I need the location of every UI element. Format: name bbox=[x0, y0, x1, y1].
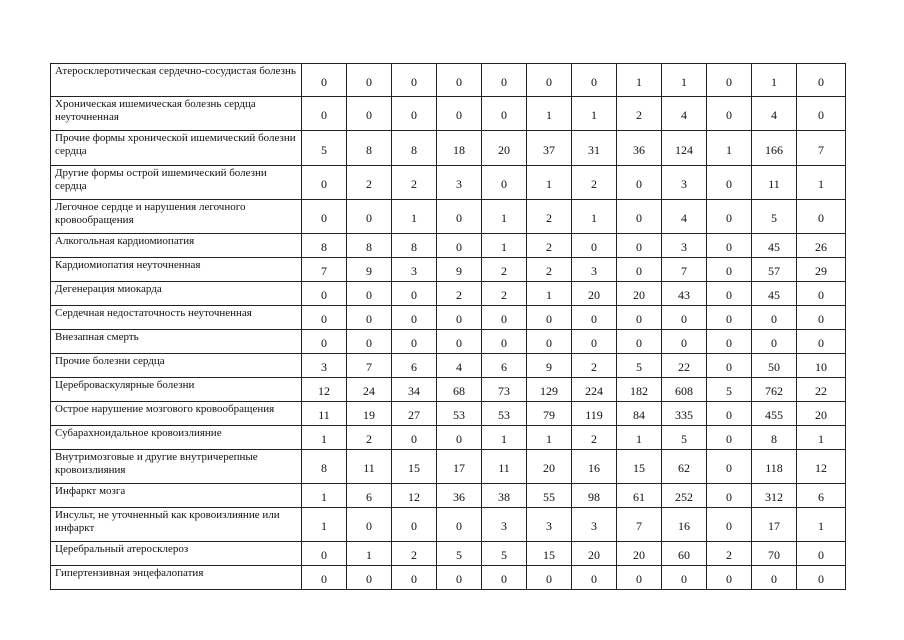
value-cell: 20 bbox=[797, 402, 846, 426]
table-row bbox=[51, 354, 846, 378]
value-cell: 79 bbox=[527, 402, 572, 426]
value-cell: 0 bbox=[302, 64, 347, 97]
value-cell: 8 bbox=[347, 131, 392, 166]
value-cell: 12 bbox=[797, 450, 846, 484]
value-cell: 0 bbox=[437, 97, 482, 131]
value-cell: 0 bbox=[707, 330, 752, 354]
value-cell: 1 bbox=[662, 64, 707, 97]
value-cell: 5 bbox=[617, 354, 662, 378]
value-cell: 50 bbox=[752, 354, 797, 378]
value-cell: 2 bbox=[572, 426, 617, 450]
table-row bbox=[51, 566, 846, 590]
value-cell: 1 bbox=[797, 426, 846, 450]
value-cell: 15 bbox=[527, 542, 572, 566]
value-cell: 5 bbox=[302, 131, 347, 166]
value-cell: 8 bbox=[392, 131, 437, 166]
table-row bbox=[51, 508, 846, 542]
row-label: Субарахноидальное кровоизлияние bbox=[51, 426, 302, 450]
value-cell: 5 bbox=[482, 542, 527, 566]
value-cell: 0 bbox=[707, 354, 752, 378]
value-cell: 9 bbox=[347, 258, 392, 282]
value-cell: 0 bbox=[302, 282, 347, 306]
value-cell: 3 bbox=[662, 166, 707, 200]
value-cell: 2 bbox=[347, 426, 392, 450]
value-cell: 6 bbox=[482, 354, 527, 378]
value-cell: 118 bbox=[752, 450, 797, 484]
value-cell: 0 bbox=[482, 97, 527, 131]
value-cell: 5 bbox=[662, 426, 707, 450]
value-cell: 84 bbox=[617, 402, 662, 426]
value-cell: 12 bbox=[392, 484, 437, 508]
value-cell: 16 bbox=[662, 508, 707, 542]
value-cell: 0 bbox=[347, 200, 392, 234]
value-cell: 55 bbox=[527, 484, 572, 508]
value-cell: 0 bbox=[662, 566, 707, 590]
value-cell: 98 bbox=[572, 484, 617, 508]
value-cell: 3 bbox=[482, 508, 527, 542]
value-cell: 0 bbox=[302, 542, 347, 566]
value-cell: 0 bbox=[392, 566, 437, 590]
value-cell: 7 bbox=[662, 258, 707, 282]
value-cell: 1 bbox=[527, 166, 572, 200]
value-cell: 24 bbox=[347, 378, 392, 402]
row-label: Легочное сердце и нарушения легочного кровообращения bbox=[51, 200, 302, 234]
value-cell: 182 bbox=[617, 378, 662, 402]
value-cell: 22 bbox=[797, 378, 846, 402]
value-cell: 0 bbox=[392, 508, 437, 542]
table-row bbox=[51, 426, 846, 450]
value-cell: 762 bbox=[752, 378, 797, 402]
value-cell: 0 bbox=[302, 330, 347, 354]
value-cell: 3 bbox=[392, 258, 437, 282]
value-cell: 0 bbox=[572, 330, 617, 354]
row-label: Внутримозговые и другие внутричерепные кровоизлияния bbox=[51, 450, 302, 484]
table-body bbox=[51, 64, 846, 590]
value-cell: 124 bbox=[662, 131, 707, 166]
value-cell: 0 bbox=[662, 306, 707, 330]
row-label: Алкогольная кардиомиопатия bbox=[51, 234, 302, 258]
value-cell: 2 bbox=[392, 166, 437, 200]
value-cell: 1 bbox=[302, 426, 347, 450]
value-cell: 2 bbox=[527, 258, 572, 282]
value-cell: 0 bbox=[482, 166, 527, 200]
table-row bbox=[51, 484, 846, 508]
value-cell: 68 bbox=[437, 378, 482, 402]
value-cell: 11 bbox=[752, 166, 797, 200]
value-cell: 0 bbox=[617, 566, 662, 590]
value-cell: 0 bbox=[482, 330, 527, 354]
value-cell: 5 bbox=[437, 542, 482, 566]
value-cell: 0 bbox=[797, 306, 846, 330]
value-cell: 2 bbox=[392, 542, 437, 566]
value-cell: 0 bbox=[707, 566, 752, 590]
value-cell: 3 bbox=[302, 354, 347, 378]
value-cell: 0 bbox=[392, 97, 437, 131]
value-cell: 9 bbox=[527, 354, 572, 378]
value-cell: 7 bbox=[347, 354, 392, 378]
value-cell: 7 bbox=[302, 258, 347, 282]
value-cell: 3 bbox=[572, 258, 617, 282]
value-cell: 0 bbox=[707, 426, 752, 450]
value-cell: 0 bbox=[707, 402, 752, 426]
value-cell: 2 bbox=[617, 97, 662, 131]
value-cell: 0 bbox=[437, 330, 482, 354]
value-cell: 5 bbox=[752, 200, 797, 234]
row-label: Цереброваскулярные болезни bbox=[51, 378, 302, 402]
value-cell: 0 bbox=[707, 508, 752, 542]
value-cell: 0 bbox=[617, 166, 662, 200]
value-cell: 2 bbox=[572, 354, 617, 378]
value-cell: 45 bbox=[752, 282, 797, 306]
value-cell: 1 bbox=[482, 426, 527, 450]
value-cell: 26 bbox=[797, 234, 846, 258]
value-cell: 0 bbox=[797, 97, 846, 131]
value-cell: 608 bbox=[662, 378, 707, 402]
value-cell: 0 bbox=[347, 64, 392, 97]
value-cell: 1 bbox=[572, 200, 617, 234]
value-cell: 3 bbox=[572, 508, 617, 542]
row-label: Инфаркт мозга bbox=[51, 484, 302, 508]
value-cell: 0 bbox=[797, 282, 846, 306]
value-cell: 45 bbox=[752, 234, 797, 258]
value-cell: 2 bbox=[572, 166, 617, 200]
value-cell: 60 bbox=[662, 542, 707, 566]
value-cell: 1 bbox=[527, 282, 572, 306]
value-cell: 129 bbox=[527, 378, 572, 402]
value-cell: 0 bbox=[752, 330, 797, 354]
value-cell: 1 bbox=[347, 542, 392, 566]
value-cell: 0 bbox=[707, 484, 752, 508]
value-cell: 19 bbox=[347, 402, 392, 426]
value-cell: 9 bbox=[437, 258, 482, 282]
value-cell: 0 bbox=[482, 306, 527, 330]
value-cell: 0 bbox=[527, 306, 572, 330]
value-cell: 4 bbox=[662, 97, 707, 131]
value-cell: 3 bbox=[437, 166, 482, 200]
value-cell: 0 bbox=[707, 282, 752, 306]
value-cell: 15 bbox=[392, 450, 437, 484]
value-cell: 0 bbox=[707, 166, 752, 200]
table-row bbox=[51, 166, 846, 200]
row-label: Церебральный атеросклероз bbox=[51, 542, 302, 566]
value-cell: 0 bbox=[347, 508, 392, 542]
value-cell: 1 bbox=[527, 426, 572, 450]
value-cell: 4 bbox=[752, 97, 797, 131]
value-cell: 57 bbox=[752, 258, 797, 282]
value-cell: 8 bbox=[302, 234, 347, 258]
value-cell: 16 bbox=[572, 450, 617, 484]
mortality-table bbox=[50, 63, 846, 590]
value-cell: 17 bbox=[437, 450, 482, 484]
value-cell: 0 bbox=[437, 64, 482, 97]
value-cell: 4 bbox=[662, 200, 707, 234]
value-cell: 53 bbox=[482, 402, 527, 426]
value-cell: 0 bbox=[392, 306, 437, 330]
value-cell: 2 bbox=[437, 282, 482, 306]
value-cell: 34 bbox=[392, 378, 437, 402]
value-cell: 0 bbox=[707, 97, 752, 131]
value-cell: 0 bbox=[482, 566, 527, 590]
value-cell: 22 bbox=[662, 354, 707, 378]
value-cell: 0 bbox=[617, 330, 662, 354]
value-cell: 0 bbox=[437, 200, 482, 234]
value-cell: 0 bbox=[347, 282, 392, 306]
value-cell: 335 bbox=[662, 402, 707, 426]
value-cell: 0 bbox=[347, 97, 392, 131]
value-cell: 1 bbox=[617, 64, 662, 97]
value-cell: 1 bbox=[482, 200, 527, 234]
value-cell: 0 bbox=[572, 566, 617, 590]
value-cell: 36 bbox=[617, 131, 662, 166]
value-cell: 20 bbox=[482, 131, 527, 166]
value-cell: 61 bbox=[617, 484, 662, 508]
value-cell: 0 bbox=[302, 306, 347, 330]
value-cell: 0 bbox=[302, 97, 347, 131]
value-cell: 312 bbox=[752, 484, 797, 508]
value-cell: 7 bbox=[617, 508, 662, 542]
table-row bbox=[51, 282, 846, 306]
value-cell: 0 bbox=[392, 426, 437, 450]
table-row bbox=[51, 306, 846, 330]
value-cell: 0 bbox=[527, 330, 572, 354]
value-cell: 2 bbox=[527, 234, 572, 258]
table-row bbox=[51, 542, 846, 566]
value-cell: 10 bbox=[797, 354, 846, 378]
value-cell: 0 bbox=[752, 306, 797, 330]
value-cell: 1 bbox=[617, 426, 662, 450]
mortality-table-container bbox=[50, 63, 846, 590]
value-cell: 2 bbox=[347, 166, 392, 200]
row-label: Гипертензивная энцефалопатия bbox=[51, 566, 302, 590]
value-cell: 15 bbox=[617, 450, 662, 484]
value-cell: 0 bbox=[437, 234, 482, 258]
value-cell: 0 bbox=[392, 282, 437, 306]
value-cell: 0 bbox=[797, 566, 846, 590]
row-label: Атеросклеротическая сердечно-сосудистая болезнь bbox=[51, 64, 302, 97]
value-cell: 0 bbox=[302, 566, 347, 590]
table-row bbox=[51, 234, 846, 258]
table-row bbox=[51, 97, 846, 131]
value-cell: 12 bbox=[302, 378, 347, 402]
value-cell: 0 bbox=[662, 330, 707, 354]
value-cell: 18 bbox=[437, 131, 482, 166]
value-cell: 2 bbox=[707, 542, 752, 566]
value-cell: 0 bbox=[617, 200, 662, 234]
value-cell: 0 bbox=[527, 566, 572, 590]
value-cell: 17 bbox=[752, 508, 797, 542]
value-cell: 0 bbox=[392, 64, 437, 97]
value-cell: 53 bbox=[437, 402, 482, 426]
value-cell: 7 bbox=[797, 131, 846, 166]
value-cell: 73 bbox=[482, 378, 527, 402]
value-cell: 0 bbox=[797, 64, 846, 97]
value-cell: 36 bbox=[437, 484, 482, 508]
value-cell: 0 bbox=[797, 330, 846, 354]
table-row bbox=[51, 64, 846, 97]
value-cell: 20 bbox=[617, 282, 662, 306]
value-cell: 3 bbox=[527, 508, 572, 542]
value-cell: 37 bbox=[527, 131, 572, 166]
table-row bbox=[51, 131, 846, 166]
value-cell: 70 bbox=[752, 542, 797, 566]
value-cell: 38 bbox=[482, 484, 527, 508]
value-cell: 1 bbox=[572, 97, 617, 131]
value-cell: 0 bbox=[572, 234, 617, 258]
row-label: Прочие болезни сердца bbox=[51, 354, 302, 378]
value-cell: 0 bbox=[437, 426, 482, 450]
value-cell: 0 bbox=[752, 566, 797, 590]
value-cell: 119 bbox=[572, 402, 617, 426]
table-row bbox=[51, 402, 846, 426]
value-cell: 8 bbox=[392, 234, 437, 258]
table-row bbox=[51, 450, 846, 484]
table-row bbox=[51, 200, 846, 234]
value-cell: 6 bbox=[347, 484, 392, 508]
value-cell: 1 bbox=[302, 484, 347, 508]
value-cell: 0 bbox=[617, 234, 662, 258]
value-cell: 6 bbox=[797, 484, 846, 508]
value-cell: 1 bbox=[797, 508, 846, 542]
value-cell: 0 bbox=[437, 566, 482, 590]
value-cell: 20 bbox=[527, 450, 572, 484]
value-cell: 0 bbox=[707, 200, 752, 234]
value-cell: 1 bbox=[482, 234, 527, 258]
value-cell: 20 bbox=[572, 542, 617, 566]
value-cell: 1 bbox=[707, 131, 752, 166]
value-cell: 5 bbox=[707, 378, 752, 402]
value-cell: 11 bbox=[302, 402, 347, 426]
value-cell: 20 bbox=[572, 282, 617, 306]
value-cell: 20 bbox=[617, 542, 662, 566]
row-label: Инсульт, не уточненный как кровоизлияние или инфаркт bbox=[51, 508, 302, 542]
value-cell: 1 bbox=[797, 166, 846, 200]
value-cell: 11 bbox=[482, 450, 527, 484]
row-label: Кардиомиопатия неуточненная bbox=[51, 258, 302, 282]
value-cell: 455 bbox=[752, 402, 797, 426]
value-cell: 31 bbox=[572, 131, 617, 166]
value-cell: 1 bbox=[302, 508, 347, 542]
row-label: Хроническая ишемическая болезнь сердца неуточненная bbox=[51, 97, 302, 131]
value-cell: 0 bbox=[437, 306, 482, 330]
row-label: Дегенерация миокарда bbox=[51, 282, 302, 306]
value-cell: 0 bbox=[347, 306, 392, 330]
table-row bbox=[51, 258, 846, 282]
value-cell: 0 bbox=[347, 330, 392, 354]
value-cell: 1 bbox=[752, 64, 797, 97]
value-cell: 1 bbox=[527, 97, 572, 131]
row-label: Внезапная смерть bbox=[51, 330, 302, 354]
row-label: Острое нарушение мозгового кровообращения bbox=[51, 402, 302, 426]
value-cell: 0 bbox=[347, 566, 392, 590]
value-cell: 0 bbox=[797, 542, 846, 566]
value-cell: 2 bbox=[482, 282, 527, 306]
value-cell: 6 bbox=[392, 354, 437, 378]
value-cell: 0 bbox=[392, 330, 437, 354]
value-cell: 0 bbox=[707, 258, 752, 282]
value-cell: 0 bbox=[527, 64, 572, 97]
row-label: Прочие формы хронической ишемический болезни сердца bbox=[51, 131, 302, 166]
value-cell: 0 bbox=[707, 234, 752, 258]
value-cell: 2 bbox=[527, 200, 572, 234]
value-cell: 3 bbox=[662, 234, 707, 258]
value-cell: 0 bbox=[437, 508, 482, 542]
value-cell: 1 bbox=[392, 200, 437, 234]
value-cell: 0 bbox=[617, 258, 662, 282]
value-cell: 0 bbox=[302, 166, 347, 200]
value-cell: 0 bbox=[707, 450, 752, 484]
value-cell: 43 bbox=[662, 282, 707, 306]
value-cell: 0 bbox=[797, 200, 846, 234]
table-row bbox=[51, 378, 846, 402]
row-label: Сердечная недостаточность неуточненная bbox=[51, 306, 302, 330]
table-row bbox=[51, 330, 846, 354]
value-cell: 4 bbox=[437, 354, 482, 378]
value-cell: 0 bbox=[482, 64, 527, 97]
value-cell: 0 bbox=[617, 306, 662, 330]
value-cell: 166 bbox=[752, 131, 797, 166]
value-cell: 0 bbox=[572, 64, 617, 97]
value-cell: 27 bbox=[392, 402, 437, 426]
value-cell: 224 bbox=[572, 378, 617, 402]
value-cell: 11 bbox=[347, 450, 392, 484]
value-cell: 8 bbox=[752, 426, 797, 450]
row-label: Другие формы острой ишемический болезни сердца bbox=[51, 166, 302, 200]
value-cell: 62 bbox=[662, 450, 707, 484]
value-cell: 0 bbox=[302, 200, 347, 234]
value-cell: 29 bbox=[797, 258, 846, 282]
value-cell: 0 bbox=[572, 306, 617, 330]
value-cell: 2 bbox=[482, 258, 527, 282]
value-cell: 252 bbox=[662, 484, 707, 508]
value-cell: 8 bbox=[302, 450, 347, 484]
value-cell: 8 bbox=[347, 234, 392, 258]
value-cell: 0 bbox=[707, 306, 752, 330]
value-cell: 0 bbox=[707, 64, 752, 97]
